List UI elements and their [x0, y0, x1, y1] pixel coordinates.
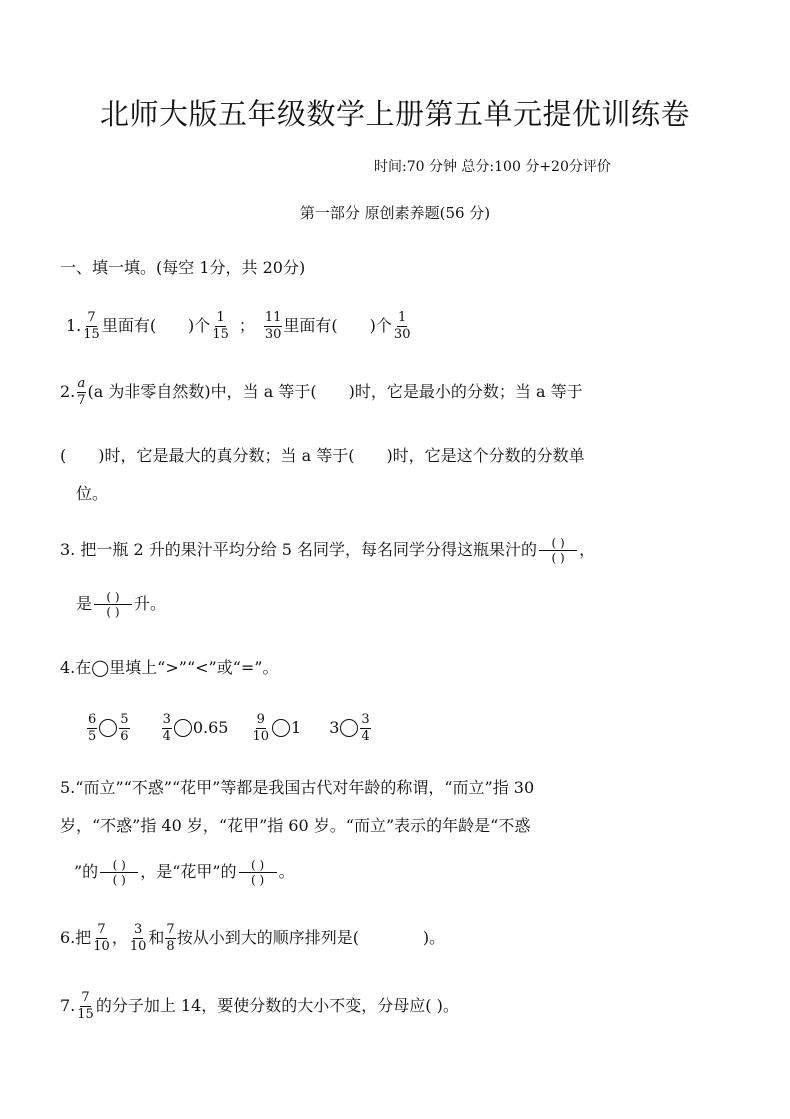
- blank-fraction[interactable]: $\frac{( )}{( )}$: [239, 858, 277, 887]
- compare-circle[interactable]: [174, 719, 192, 737]
- question-6: [60, 918, 445, 958]
- fraction: $\frac{6}{5}$: [88, 711, 97, 744]
- question-7: [60, 986, 459, 1026]
- blank-fraction[interactable]: $\frac{( )}{( )}$: [539, 536, 577, 565]
- question-5-line-3: [74, 852, 295, 892]
- exam-meta: 时间:70 分钟 总分:100 分+20分评价: [374, 159, 611, 175]
- fraction: $\frac{11}{30}$: [264, 309, 282, 342]
- fraction: $\frac{a}{7}$: [77, 375, 86, 408]
- question-2: [60, 372, 583, 412]
- question-2-line-3: 位。: [76, 484, 109, 503]
- fraction: $\frac{7}{10}$: [93, 921, 110, 954]
- question-text: ，: [111, 928, 128, 947]
- fraction: $\frac{1}{30}$: [393, 309, 411, 342]
- question-3: [60, 530, 595, 570]
- question-5-line-2: 岁，“不惑”指 40 岁，“花甲”指 60 岁。“而立”表示的年龄是“不惑: [60, 816, 531, 835]
- number-value: 1: [291, 718, 302, 737]
- fraction: $\frac{3}{4}$: [162, 711, 171, 744]
- question-number: 7.: [60, 996, 76, 1015]
- fraction: $\frac{3}{4}$: [361, 711, 370, 744]
- fraction: $\frac{1}{15}$: [212, 309, 229, 342]
- fraction: $\frac{7}{15}$: [83, 309, 100, 342]
- question-1: [66, 306, 412, 346]
- number-value: 0.65: [192, 718, 229, 737]
- number-value: 3: [329, 718, 340, 737]
- question-text: ；: [238, 316, 255, 335]
- fraction: $\frac{5}{6}$: [120, 711, 129, 744]
- question-number: 1.: [66, 316, 82, 335]
- question-text: 和: [148, 928, 165, 947]
- question-number: 6.把: [60, 928, 92, 947]
- question-text: 里面有( )个: [101, 316, 211, 335]
- question-text: 。: [278, 862, 295, 881]
- question-4: 4.在◯里填上“>”“<”或“=”。: [60, 658, 279, 677]
- part-heading: 第一部分 原创素养题(56 分): [299, 204, 491, 222]
- fraction: $\frac{7}{8}$: [166, 921, 175, 954]
- compare-circle[interactable]: [272, 719, 290, 737]
- page-title: 北师大版五年级数学上册第五单元提优训练卷: [99, 97, 690, 131]
- question-text: ，是“花甲”的: [140, 862, 237, 881]
- question-4-comparisons: [86, 708, 372, 748]
- question-text: 按从小到大的顺序排列是( )。: [176, 928, 446, 947]
- blank-fraction[interactable]: $\frac{( )}{( )}$: [100, 858, 138, 887]
- fraction: $\frac{7}{15}$: [77, 989, 94, 1022]
- question-text: 升。: [134, 594, 167, 613]
- question-5: 5.“而立”“不惑”“花甲”等都是我国古代对年龄的称谓，“而立”指 30: [60, 778, 535, 797]
- question-text: (a 为非零自然数)中，当 a 等于( )时，它是最小的分数；当 a 等于: [87, 382, 583, 401]
- question-text: 是: [76, 594, 93, 613]
- question-2-line-2: ( )时，它是最大的真分数；当 a 等于( )时，它是这个分数的分数单: [60, 446, 585, 465]
- question-number: 2.: [60, 382, 76, 401]
- question-text: ，: [579, 540, 596, 559]
- fraction: $\frac{9}{10}$: [252, 711, 270, 744]
- question-text: ”的: [74, 862, 99, 881]
- compare-circle[interactable]: [99, 719, 117, 737]
- blank-fraction[interactable]: $\frac{( )}{( )}$: [94, 590, 132, 619]
- question-text: 的分子加上 14，要使分数的大小不变，分母应( )。: [95, 996, 459, 1015]
- question-text: 3. 把一瓶 2 升的果汁平均分给 5 名同学，每名同学分得这瓶果汁的: [60, 540, 538, 559]
- compare-circle[interactable]: [340, 719, 358, 737]
- section-heading: 一、填一填。(每空 1分，共 20分): [60, 258, 306, 277]
- fraction: $\frac{3}{10}$: [129, 921, 147, 954]
- question-text: 里面有( )个: [283, 316, 392, 335]
- question-3-line-2: [76, 584, 166, 624]
